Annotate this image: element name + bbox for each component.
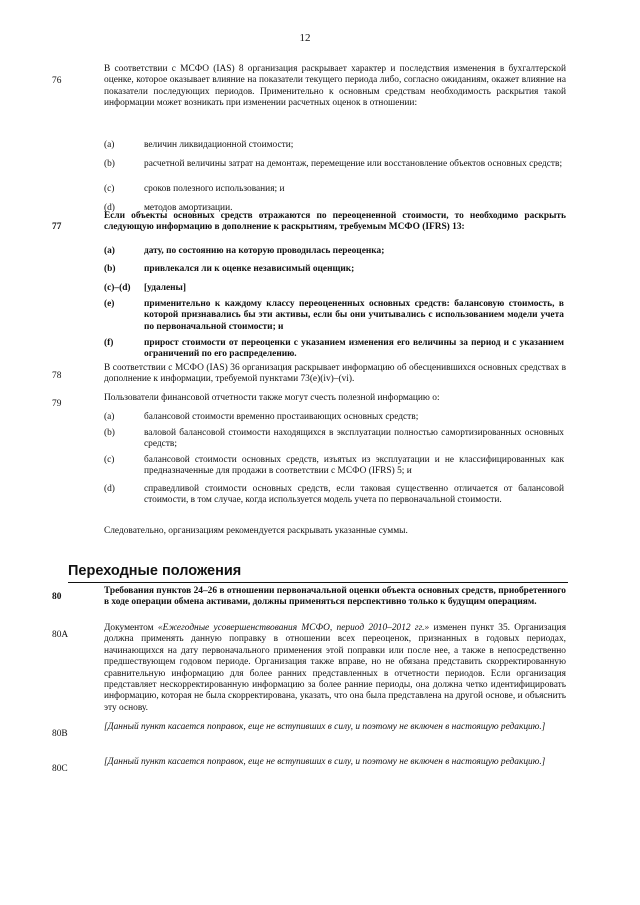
page-number: 12 [299, 32, 311, 44]
paragraph-number: 78 [52, 371, 62, 381]
list-item-text: балансовой стоимости основных средств, изъятых из эксплуатации и не классифицированных как предназначенные для продажи в соответствии с МСФО (IFRS) 5; и [144, 455, 564, 477]
list-item-text: сроков полезного использования; и [144, 184, 285, 194]
list-item-label: (a) [104, 140, 115, 150]
list-item-label: (c)–(d) [104, 283, 131, 293]
list-item-label: (b) [104, 428, 115, 438]
paragraph-number: 80A [52, 630, 69, 640]
list-item-text: привлекался ли к оценке независимый оценщик; [144, 264, 355, 274]
list-item-label: (d) [104, 203, 115, 213]
paragraph-number: 80C [52, 764, 68, 774]
paragraph-text: Пользователи финансовой отчетности также могут счесть полезной информацию о: [104, 393, 440, 403]
paragraph-text-lead: Документом [104, 623, 158, 633]
list-item-text: расчетной величины затрат на демонтаж, перемещение или восстановление объектов основных средств; [144, 159, 563, 169]
paragraph-text-rest: изменен пункт 35. Организация должна применять данную поправку в отношении всех переоценок, признанных в годовых периодах, начинающихся на дату первоначального применения этой поправки или после нее, а также в непосредственно предшествующем годовом периоде. Организация также вправе, но не обязана представить скорректированную сравнительную информацию для более ранних представленных в отчетности периодов. Если организация представляет нескорректированную информацию за более ранние периоды, она должна четко идентифицировать информацию, которая не была скорректирована, указать, что она была представлена на другой основе, и объяснить эту основу. [104, 623, 567, 713]
list-item-text: балансовой стоимости временно простаивающих основных средств; [144, 412, 419, 422]
list-item-text: величин ликвидационной стоимости; [144, 140, 294, 150]
list-item-text: [удалены] [144, 283, 186, 293]
section-heading: Переходные положения [68, 563, 568, 583]
list-item-text: дату, по состоянию на которую проводилась переоценка; [144, 246, 385, 256]
paragraph-number: 77 [52, 222, 62, 232]
paragraph-text: [Данный пункт касается поправок, еще не вступивших в силу, и поэтому не включен в настоящую редакцию.] [104, 757, 546, 767]
paragraph-text: В соответствии с МСФО (IAS) 8 организация раскрывает характер и последствия изменения в бухгалтерской оценке, которое оказывает влияние на показатели текущего периода либо, согласно ожиданиям, окажет влияние на показатели последующих периодов. Применительно к основным средствам необходимость раскрытия такой информации может возникать при изменении расчетных оценок в отношении: [104, 64, 566, 109]
list-item-text: валовой балансовой стоимости находящихся в эксплуатации полностью самортизированных основных средств; [144, 428, 564, 450]
paragraph-closing: Следовательно, организациям рекомендуется раскрывать указанные суммы. [104, 526, 408, 536]
paragraph-text: Если объекты основных средств отражаются по переоцененной стоимости, то необходимо раскрыть следующую информацию в дополнение к раскрытиям, требуемым МСФО (IFRS) 13: [104, 211, 566, 233]
list-item-label: (a) [104, 246, 115, 256]
list-item-text: методов амортизации. [144, 203, 233, 213]
list-item-label: (c) [104, 184, 115, 194]
list-item-label: (e) [104, 299, 115, 309]
list-item-label: (f) [104, 338, 114, 348]
list-item-text: справедливой стоимости основных средств, если таковая существенно отличается от балансовой стоимости, в том случае, когда используется модель учета по первоначальной стоимости. [144, 484, 564, 506]
paragraph-number: 80 [52, 592, 62, 602]
list-item-label: (b) [104, 264, 116, 274]
list-item-text: прирост стоимости от переоценки с указанием изменения его величины за период и с указанием ограничений по его распределению. [144, 338, 564, 360]
list-item-label: (b) [104, 159, 115, 169]
paragraph-text [104, 623, 566, 714]
paragraph-number: 79 [52, 399, 62, 409]
paragraph-text: Требования пунктов 24–26 в отношении первоначальной оценки объекта основных средств, приобретенного в ходе операции обмена активами, должны применяться перспективно только к будущим операциям. [104, 586, 566, 608]
list-item-label: (c) [104, 455, 115, 465]
list-item-label: (a) [104, 412, 115, 422]
paragraph-text: В соответствии с МСФО (IAS) 36 организация раскрывает информацию об обесценившихся основных средствах в дополнение к информации, требуемой пунктами 73(e)(iv)–(vi). [104, 363, 566, 385]
paragraph-text: [Данный пункт касается поправок, еще не вступивших в силу, и поэтому не включен в настоящую редакцию.] [104, 722, 546, 732]
list-item-label: (d) [104, 484, 115, 494]
paragraph-number: 80B [52, 729, 68, 739]
list-item-text: применительно к каждому классу переоцененных основных средств: балансовую стоимость, в которой признавались бы эти активы, если бы они учитывались с использованием модели учета по первоначальной стоимости; и [144, 299, 564, 332]
document-title-italic: «Ежегодные усовершенствования МСФО, период 2010–2012 гг.» [157, 623, 430, 633]
paragraph-number: 76 [52, 76, 62, 86]
